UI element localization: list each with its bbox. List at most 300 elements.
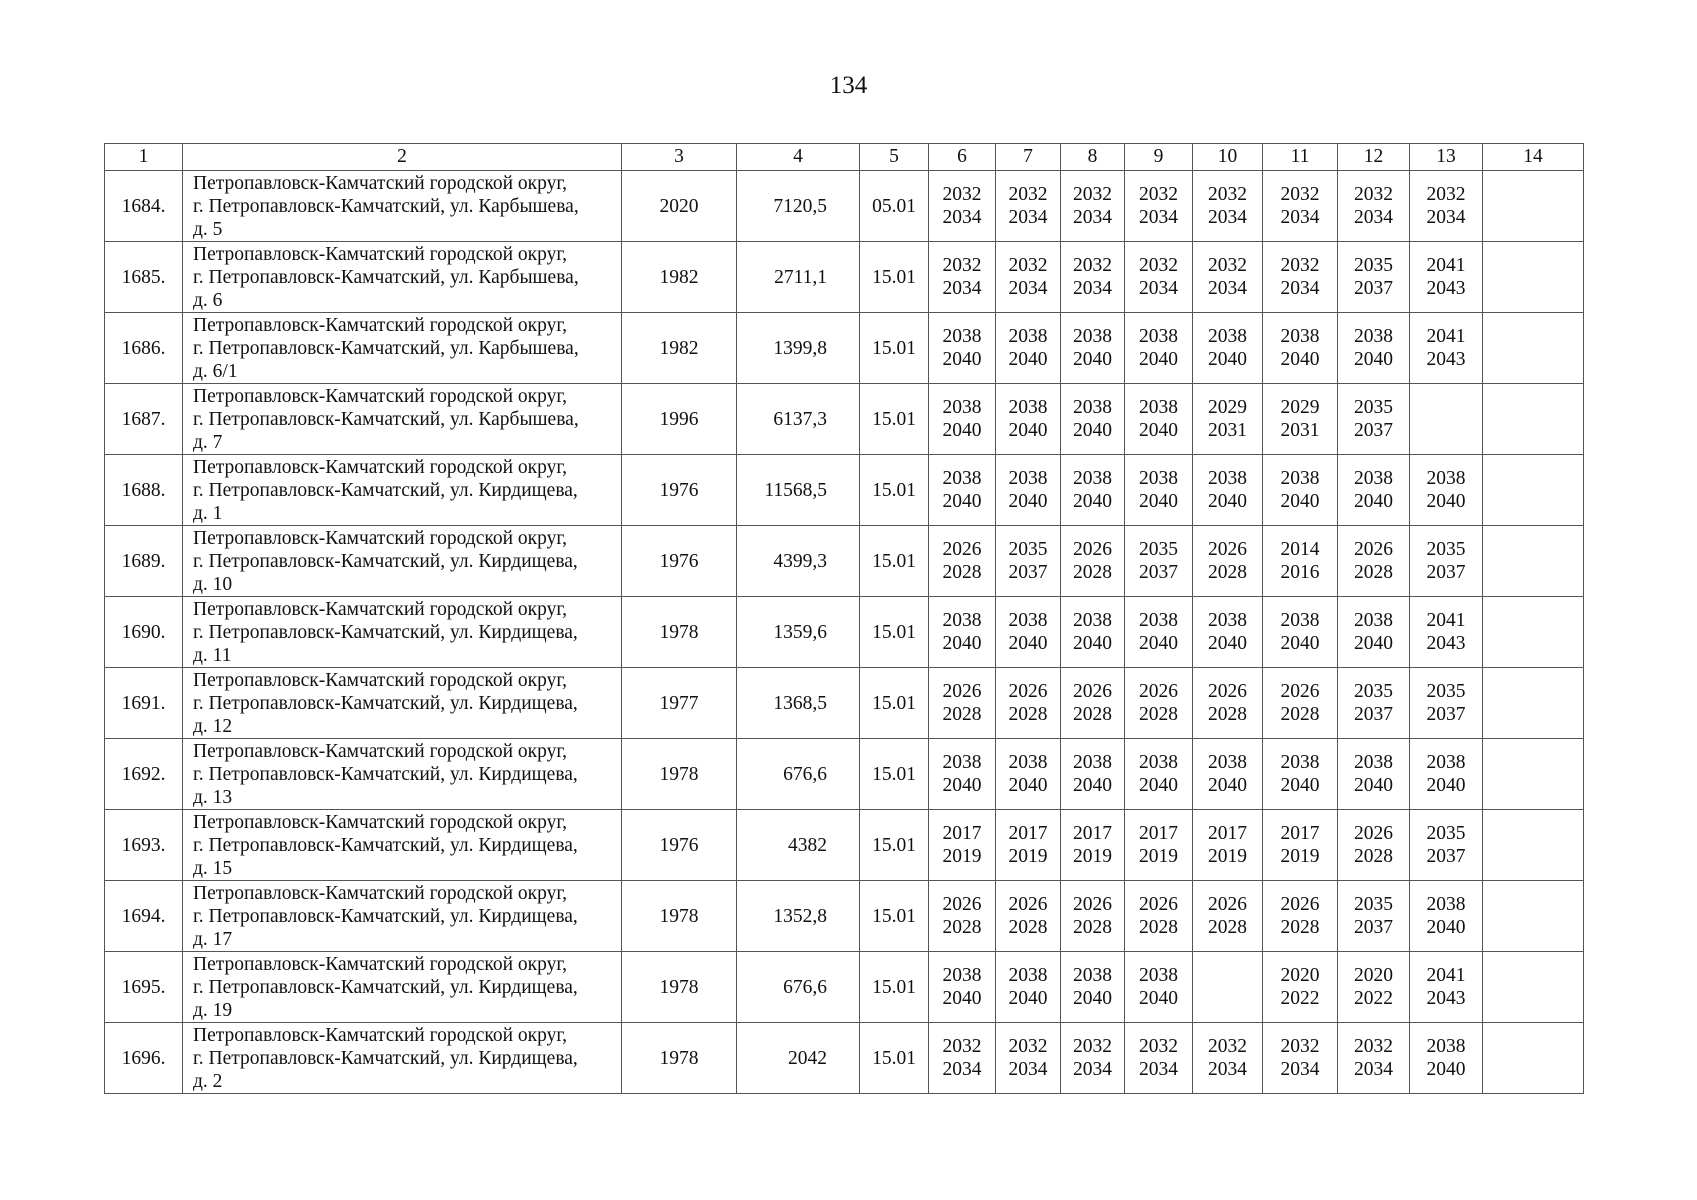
period-start-year: 2017 bbox=[942, 823, 982, 844]
period-end-year: 2040 bbox=[1008, 349, 1048, 370]
code-cell: 15.01 bbox=[860, 668, 929, 739]
address-line: Петропавловск-Камчатский городской округ, bbox=[193, 385, 568, 407]
year-built-cell: 1982 bbox=[622, 242, 737, 313]
period-cell bbox=[929, 668, 996, 739]
period-cell bbox=[1061, 242, 1125, 313]
period-end-year: 2040 bbox=[1426, 1059, 1466, 1080]
code-cell: 15.01 bbox=[860, 526, 929, 597]
period-start-year: 2020 bbox=[1354, 965, 1393, 986]
column-14-cell bbox=[1483, 242, 1584, 313]
period-end-year: 2040 bbox=[1139, 349, 1178, 370]
code-cell: 05.01 bbox=[860, 171, 929, 242]
period-start-year: 2032 bbox=[1073, 184, 1112, 205]
period-cell bbox=[1193, 313, 1263, 384]
period-start-year: 2029 bbox=[1208, 397, 1247, 418]
column-number-cell: 1 bbox=[105, 144, 183, 171]
period-end-year: 2028 bbox=[1073, 704, 1112, 725]
period-start-year: 2035 bbox=[1426, 681, 1466, 702]
year-built-cell: 1996 bbox=[622, 384, 737, 455]
period-start-year: 2032 bbox=[1008, 255, 1048, 276]
address-line: Петропавловск-Камчатский городской округ, bbox=[193, 669, 568, 691]
year-built-cell: 1976 bbox=[622, 810, 737, 881]
period-end-year: 2040 bbox=[1280, 491, 1320, 512]
period-cell bbox=[1061, 455, 1125, 526]
area-cell: 676,6 bbox=[737, 739, 860, 810]
period-start-year: 2038 bbox=[1354, 610, 1393, 631]
period-end-year: 2019 bbox=[1280, 846, 1320, 867]
period-end-year: 2034 bbox=[1426, 207, 1466, 228]
period-cell bbox=[996, 1023, 1061, 1094]
period-end-year: 2037 bbox=[1354, 420, 1393, 441]
code-cell: 15.01 bbox=[860, 952, 929, 1023]
period-cell bbox=[1338, 810, 1410, 881]
period-end-year: 2034 bbox=[1354, 1059, 1393, 1080]
row-number-cell: 1696. bbox=[105, 1023, 183, 1094]
address-cell bbox=[183, 313, 622, 384]
period-cell bbox=[1061, 881, 1125, 952]
period-cell bbox=[1338, 881, 1410, 952]
period-end-year: 2043 bbox=[1426, 349, 1466, 370]
period-cell bbox=[1338, 384, 1410, 455]
period-end-year: 2028 bbox=[1208, 562, 1247, 583]
period-end-year: 2040 bbox=[1073, 420, 1112, 441]
period-end-year: 2034 bbox=[1008, 278, 1048, 299]
period-cell bbox=[1125, 526, 1193, 597]
period-cell bbox=[929, 739, 996, 810]
period-end-year: 2034 bbox=[1208, 1059, 1247, 1080]
period-end-year: 2034 bbox=[1073, 207, 1112, 228]
period-start-year: 2038 bbox=[1426, 752, 1466, 773]
period-start-year: 2032 bbox=[1008, 184, 1048, 205]
period-cell bbox=[1125, 171, 1193, 242]
address-cell bbox=[183, 810, 622, 881]
period-end-year: 2040 bbox=[1139, 633, 1178, 654]
period-start-year: 2032 bbox=[1139, 184, 1178, 205]
period-end-year: 2040 bbox=[1008, 988, 1048, 1009]
period-start-year: 2038 bbox=[1354, 752, 1393, 773]
code-cell: 15.01 bbox=[860, 455, 929, 526]
period-start-year: 2017 bbox=[1280, 823, 1320, 844]
period-cell bbox=[1125, 384, 1193, 455]
table-row bbox=[105, 952, 1584, 1023]
period-start-year: 2017 bbox=[1073, 823, 1112, 844]
period-start-year: 2041 bbox=[1426, 255, 1466, 276]
row-number-cell: 1685. bbox=[105, 242, 183, 313]
period-end-year: 2037 bbox=[1139, 562, 1178, 583]
period-end-year: 2037 bbox=[1426, 704, 1466, 725]
period-cell bbox=[1193, 952, 1263, 1023]
period-end-year: 2040 bbox=[1426, 491, 1466, 512]
period-end-year: 2028 bbox=[1073, 917, 1112, 938]
address-line: г. Петропавловск-Камчатский, ул. Кирдищева, bbox=[193, 976, 578, 998]
area-cell: 676,6 bbox=[737, 952, 860, 1023]
period-cell bbox=[1193, 881, 1263, 952]
period-cell bbox=[1193, 384, 1263, 455]
period-start-year: 2032 bbox=[942, 184, 982, 205]
period-start-year: 2038 bbox=[942, 468, 982, 489]
year-built-cell: 1978 bbox=[622, 881, 737, 952]
period-cell bbox=[1410, 739, 1483, 810]
table-row bbox=[105, 242, 1584, 313]
period-start-year: 2032 bbox=[1280, 255, 1320, 276]
period-cell bbox=[1338, 952, 1410, 1023]
address-cell bbox=[183, 242, 622, 313]
period-start-year: 2038 bbox=[1280, 610, 1320, 631]
period-cell bbox=[1263, 455, 1338, 526]
period-start-year: 2038 bbox=[942, 326, 982, 347]
period-start-year: 2035 bbox=[1354, 397, 1393, 418]
address-line: Петропавловск-Камчатский городской округ, bbox=[193, 740, 568, 762]
period-start-year: 2017 bbox=[1208, 823, 1247, 844]
period-end-year: 2028 bbox=[1280, 704, 1320, 725]
table-row bbox=[105, 881, 1584, 952]
period-start-year: 2014 bbox=[1280, 539, 1320, 560]
period-end-year: 2040 bbox=[1008, 633, 1048, 654]
period-cell bbox=[1263, 1023, 1338, 1094]
table-row bbox=[105, 1023, 1584, 1094]
row-number-cell: 1690. bbox=[105, 597, 183, 668]
period-end-year: 2034 bbox=[1139, 1059, 1178, 1080]
period-start-year: 2038 bbox=[1073, 397, 1112, 418]
address-line: д. 17 bbox=[193, 928, 233, 950]
period-cell bbox=[1263, 242, 1338, 313]
period-end-year: 2028 bbox=[1354, 846, 1393, 867]
period-cell bbox=[1193, 597, 1263, 668]
period-end-year: 2028 bbox=[1008, 704, 1048, 725]
period-end-year: 2040 bbox=[1139, 988, 1178, 1009]
period-cell bbox=[1263, 526, 1338, 597]
period-end-year: 2037 bbox=[1426, 562, 1466, 583]
period-start-year: 2026 bbox=[942, 681, 982, 702]
period-cell bbox=[996, 242, 1061, 313]
table-row bbox=[105, 597, 1584, 668]
period-end-year: 2028 bbox=[1073, 562, 1112, 583]
period-start-year: 2032 bbox=[1208, 255, 1247, 276]
period-end-year: 2034 bbox=[1139, 207, 1178, 228]
code-cell: 15.01 bbox=[860, 242, 929, 313]
period-end-year: 2034 bbox=[942, 1059, 982, 1080]
column-number-cell: 7 bbox=[996, 144, 1061, 171]
period-start-year: 2032 bbox=[1354, 184, 1393, 205]
period-end-year: 2019 bbox=[1073, 846, 1112, 867]
period-start-year: 2041 bbox=[1426, 326, 1466, 347]
row-number-cell: 1686. bbox=[105, 313, 183, 384]
period-end-year: 2040 bbox=[1073, 775, 1112, 796]
period-start-year: 2032 bbox=[1008, 1036, 1048, 1057]
address-cell bbox=[183, 455, 622, 526]
period-end-year: 2034 bbox=[1280, 207, 1320, 228]
period-start-year: 2038 bbox=[1139, 610, 1178, 631]
year-built-cell: 1978 bbox=[622, 739, 737, 810]
address-line: г. Петропавловск-Камчатский, ул. Кирдищева, bbox=[193, 550, 578, 572]
period-cell bbox=[1410, 952, 1483, 1023]
period-cell bbox=[1061, 526, 1125, 597]
period-end-year: 2040 bbox=[942, 775, 982, 796]
period-end-year: 2040 bbox=[1280, 775, 1320, 796]
period-end-year: 2040 bbox=[1354, 775, 1393, 796]
period-cell bbox=[996, 384, 1061, 455]
area-cell: 7120,5 bbox=[737, 171, 860, 242]
code-cell: 15.01 bbox=[860, 881, 929, 952]
period-start-year: 2026 bbox=[1208, 894, 1247, 915]
period-start-year: 2026 bbox=[1139, 681, 1178, 702]
year-built-cell: 1978 bbox=[622, 597, 737, 668]
period-end-year: 2022 bbox=[1280, 988, 1320, 1009]
period-end-year: 2034 bbox=[1280, 278, 1320, 299]
period-end-year: 2043 bbox=[1426, 988, 1466, 1009]
period-end-year: 2040 bbox=[1139, 775, 1178, 796]
period-start-year: 2035 bbox=[1139, 539, 1178, 560]
address-line: Петропавловск-Камчатский городской округ, bbox=[193, 527, 568, 549]
period-cell bbox=[1061, 1023, 1125, 1094]
area-cell: 1399,8 bbox=[737, 313, 860, 384]
period-start-year: 2038 bbox=[1008, 752, 1048, 773]
period-cell bbox=[1061, 739, 1125, 810]
address-line: д. 13 bbox=[193, 786, 233, 808]
address-line: Петропавловск-Камчатский городской округ, bbox=[193, 953, 568, 975]
period-start-year: 2038 bbox=[1073, 326, 1112, 347]
period-start-year: 2032 bbox=[1280, 184, 1320, 205]
period-end-year: 2040 bbox=[942, 988, 982, 1009]
period-end-year: 2034 bbox=[942, 278, 982, 299]
period-end-year: 2040 bbox=[1354, 349, 1393, 370]
column-14-cell bbox=[1483, 313, 1584, 384]
period-cell bbox=[1410, 810, 1483, 881]
period-start-year: 2032 bbox=[1139, 255, 1178, 276]
period-end-year: 2028 bbox=[1208, 704, 1247, 725]
capital-repair-schedule-table bbox=[104, 143, 1584, 1094]
period-start-year: 2026 bbox=[1073, 681, 1112, 702]
period-end-year: 2034 bbox=[1073, 1059, 1112, 1080]
period-start-year: 2035 bbox=[1008, 539, 1048, 560]
address-line: г. Петропавловск-Камчатский, ул. Кирдищева, bbox=[193, 479, 578, 501]
period-cell bbox=[996, 171, 1061, 242]
column-14-cell bbox=[1483, 739, 1584, 810]
period-start-year: 2017 bbox=[1008, 823, 1048, 844]
period-end-year: 2028 bbox=[1280, 917, 1320, 938]
period-end-year: 2034 bbox=[1208, 207, 1247, 228]
period-start-year: 2020 bbox=[1280, 965, 1320, 986]
period-cell bbox=[1263, 597, 1338, 668]
period-cell bbox=[1125, 881, 1193, 952]
period-end-year: 2028 bbox=[1354, 562, 1393, 583]
period-start-year: 2038 bbox=[1280, 752, 1320, 773]
period-end-year: 2040 bbox=[1426, 775, 1466, 796]
period-end-year: 2019 bbox=[1208, 846, 1247, 867]
address-line: г. Петропавловск-Камчатский, ул. Кирдищева, bbox=[193, 621, 578, 643]
period-start-year: 2038 bbox=[942, 752, 982, 773]
address-line: д. 6/1 bbox=[193, 360, 238, 382]
row-number-cell: 1694. bbox=[105, 881, 183, 952]
period-start-year: 2038 bbox=[1354, 468, 1393, 489]
period-cell bbox=[1193, 1023, 1263, 1094]
period-start-year: 2026 bbox=[1008, 681, 1048, 702]
period-start-year: 2032 bbox=[1354, 1036, 1393, 1057]
period-end-year: 2028 bbox=[942, 704, 982, 725]
period-start-year: 2038 bbox=[1139, 468, 1178, 489]
column-number-cell: 14 bbox=[1483, 144, 1584, 171]
year-built-cell: 1976 bbox=[622, 526, 737, 597]
period-cell bbox=[1193, 171, 1263, 242]
period-end-year: 2040 bbox=[1426, 917, 1466, 938]
period-start-year: 2032 bbox=[1073, 255, 1112, 276]
address-cell bbox=[183, 739, 622, 810]
period-cell bbox=[996, 455, 1061, 526]
address-cell bbox=[183, 952, 622, 1023]
period-end-year: 2022 bbox=[1354, 988, 1393, 1009]
period-start-year: 2038 bbox=[1208, 326, 1247, 347]
row-number-cell: 1693. bbox=[105, 810, 183, 881]
period-cell bbox=[1338, 242, 1410, 313]
column-number-cell: 3 bbox=[622, 144, 737, 171]
period-start-year: 2038 bbox=[1073, 752, 1112, 773]
column-14-cell bbox=[1483, 810, 1584, 881]
period-start-year: 2041 bbox=[1426, 965, 1466, 986]
period-end-year: 2040 bbox=[1208, 491, 1247, 512]
row-number-cell: 1695. bbox=[105, 952, 183, 1023]
address-line: д. 1 bbox=[193, 502, 223, 524]
period-end-year: 2034 bbox=[1139, 278, 1178, 299]
address-line: г. Петропавловск-Камчатский, ул. Кирдищева, bbox=[193, 763, 578, 785]
period-cell bbox=[929, 810, 996, 881]
period-start-year: 2029 bbox=[1280, 397, 1320, 418]
period-start-year: 2026 bbox=[1354, 539, 1393, 560]
period-end-year: 2040 bbox=[1073, 349, 1112, 370]
area-cell: 1359,6 bbox=[737, 597, 860, 668]
area-cell: 4382 bbox=[737, 810, 860, 881]
period-cell bbox=[996, 526, 1061, 597]
code-cell: 15.01 bbox=[860, 313, 929, 384]
period-cell bbox=[1338, 597, 1410, 668]
address-cell bbox=[183, 384, 622, 455]
table-row bbox=[105, 313, 1584, 384]
address-line: д. 2 bbox=[193, 1070, 223, 1092]
period-start-year: 2038 bbox=[942, 965, 982, 986]
row-number-cell: 1688. bbox=[105, 455, 183, 526]
period-cell bbox=[1061, 171, 1125, 242]
period-start-year: 2026 bbox=[1008, 894, 1048, 915]
column-number-cell: 2 bbox=[183, 144, 622, 171]
address-line: д. 12 bbox=[193, 715, 233, 737]
area-cell: 2711,1 bbox=[737, 242, 860, 313]
period-end-year: 2028 bbox=[1008, 917, 1048, 938]
period-cell bbox=[1338, 313, 1410, 384]
table-row bbox=[105, 739, 1584, 810]
period-start-year: 2032 bbox=[1280, 1036, 1320, 1057]
period-cell bbox=[1263, 739, 1338, 810]
address-line: д. 11 bbox=[193, 644, 232, 666]
address-line: д. 10 bbox=[193, 573, 233, 595]
period-end-year: 2040 bbox=[1208, 633, 1247, 654]
period-start-year: 2038 bbox=[1426, 1036, 1466, 1057]
period-start-year: 2038 bbox=[1008, 468, 1048, 489]
period-start-year: 2035 bbox=[1354, 681, 1393, 702]
period-start-year: 2038 bbox=[1139, 397, 1178, 418]
period-start-year: 2038 bbox=[1208, 752, 1247, 773]
year-built-cell: 1977 bbox=[622, 668, 737, 739]
period-start-year: 2032 bbox=[1073, 1036, 1112, 1057]
period-cell bbox=[1410, 881, 1483, 952]
table-row bbox=[105, 668, 1584, 739]
period-cell bbox=[1061, 952, 1125, 1023]
period-cell bbox=[996, 952, 1061, 1023]
address-line: д. 7 bbox=[193, 431, 223, 453]
period-start-year: 2032 bbox=[1208, 184, 1247, 205]
address-line: д. 6 bbox=[193, 289, 223, 311]
period-cell bbox=[929, 455, 996, 526]
period-cell bbox=[929, 526, 996, 597]
column-14-cell bbox=[1483, 952, 1584, 1023]
address-cell bbox=[183, 171, 622, 242]
period-cell bbox=[929, 597, 996, 668]
period-end-year: 2019 bbox=[942, 846, 982, 867]
address-cell bbox=[183, 1023, 622, 1094]
period-end-year: 2031 bbox=[1280, 420, 1320, 441]
address-cell bbox=[183, 668, 622, 739]
period-start-year: 2026 bbox=[1073, 894, 1112, 915]
period-cell bbox=[996, 881, 1061, 952]
period-cell bbox=[1125, 1023, 1193, 1094]
period-end-year: 2037 bbox=[1426, 846, 1466, 867]
table-row bbox=[105, 526, 1584, 597]
period-start-year: 2026 bbox=[1354, 823, 1393, 844]
row-number-cell: 1691. bbox=[105, 668, 183, 739]
period-end-year: 2031 bbox=[1208, 420, 1247, 441]
period-start-year: 2038 bbox=[1354, 326, 1393, 347]
period-cell bbox=[929, 242, 996, 313]
period-cell bbox=[1061, 384, 1125, 455]
period-cell bbox=[1125, 952, 1193, 1023]
period-start-year: 2026 bbox=[1280, 894, 1320, 915]
address-line: Петропавловск-Камчатский городской округ, bbox=[193, 598, 568, 620]
period-cell bbox=[1125, 242, 1193, 313]
year-built-cell: 2020 bbox=[622, 171, 737, 242]
period-cell bbox=[1125, 739, 1193, 810]
period-cell bbox=[929, 952, 996, 1023]
period-end-year: 2040 bbox=[1139, 420, 1178, 441]
period-cell bbox=[1338, 668, 1410, 739]
address-line: г. Петропавловск-Камчатский, ул. Карбышева, bbox=[193, 195, 579, 217]
period-cell bbox=[1061, 597, 1125, 668]
period-end-year: 2040 bbox=[1139, 491, 1178, 512]
period-start-year: 2026 bbox=[942, 894, 982, 915]
period-cell bbox=[1263, 881, 1338, 952]
column-number-cell: 10 bbox=[1193, 144, 1263, 171]
address-line: Петропавловск-Камчатский городской округ, bbox=[193, 243, 568, 265]
address-line: д. 5 bbox=[193, 218, 223, 240]
address-cell bbox=[183, 881, 622, 952]
period-start-year: 2038 bbox=[1208, 468, 1247, 489]
period-cell bbox=[996, 313, 1061, 384]
column-14-cell bbox=[1483, 1023, 1584, 1094]
period-cell bbox=[996, 597, 1061, 668]
column-number-cell: 11 bbox=[1263, 144, 1338, 171]
period-start-year: 2032 bbox=[942, 1036, 982, 1057]
address-line: д. 15 bbox=[193, 857, 233, 879]
period-end-year: 2040 bbox=[1208, 775, 1247, 796]
period-end-year: 2037 bbox=[1008, 562, 1048, 583]
period-cell bbox=[1410, 242, 1483, 313]
period-start-year: 2038 bbox=[1008, 610, 1048, 631]
period-cell bbox=[929, 313, 996, 384]
period-start-year: 2035 bbox=[1426, 823, 1466, 844]
column-14-cell bbox=[1483, 881, 1584, 952]
period-start-year: 2035 bbox=[1354, 894, 1393, 915]
period-start-year: 2026 bbox=[1073, 539, 1112, 560]
period-start-year: 2038 bbox=[1208, 610, 1247, 631]
area-cell: 6137,3 bbox=[737, 384, 860, 455]
period-start-year: 2026 bbox=[1139, 894, 1178, 915]
